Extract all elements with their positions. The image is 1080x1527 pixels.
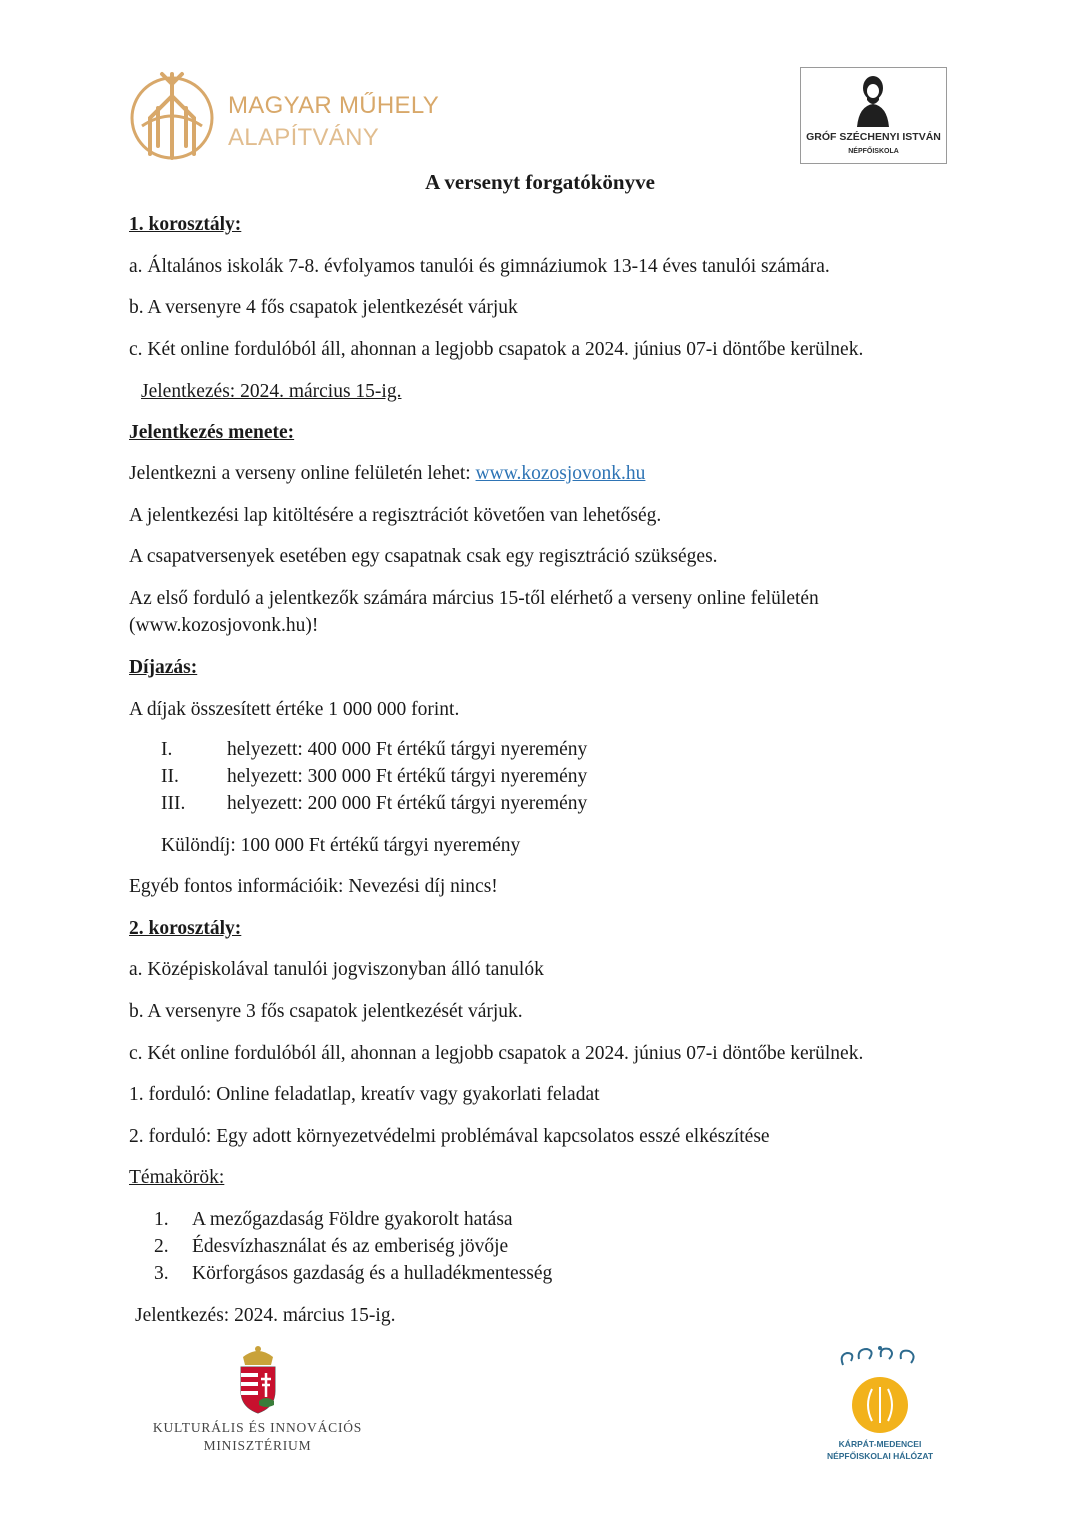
prize-item-number: II.: [161, 766, 179, 787]
magyar-muhely-subtitle: ALAPÍTVÁNY: [228, 124, 380, 151]
prizes-total: A díjak összesített értéke 1 000 000 forint.: [129, 699, 460, 720]
prize-item-number: I.: [161, 739, 173, 760]
prize-item: [161, 765, 587, 789]
magyar-muhely-logo: [128, 66, 448, 166]
registration-line1-text: Jelentkezni a verseny online felületén lehet:: [129, 463, 476, 484]
group2-deadline: Jelentkezés: 2024. március 15-ig.: [135, 1305, 396, 1326]
group1-item-b: b. A versenyre 4 fős csapatok jelentkezését várjuk: [129, 297, 518, 318]
prizes-heading: Díjazás:: [129, 657, 198, 678]
group2-item-a: a. Középiskolával tanulói jogviszonyban álló tanulók: [129, 959, 544, 980]
prize-item-text: helyezett: 400 000 Ft értékű tárgyi nyeremény: [227, 739, 588, 760]
karpat-subtitle: NÉPFŐISKOLAI HÁLÓZAT: [826, 1451, 934, 1461]
kim-subtitle: MINISZTÉRIUM: [203, 1438, 312, 1453]
registration-line4a: Az első forduló a jelentkezők számára március 15-től elérhető a verseny online felületén: [129, 588, 819, 609]
topic-item-text: Édesvízhasználat és az emberiség jövője: [192, 1236, 509, 1257]
group2-round1: 1. forduló: Online feladatlap, kreatív vagy gyakorlati feladat: [129, 1084, 600, 1105]
group2-round2: 2. forduló: Egy adott környezetvédelmi problémával kapcsolatos esszé elkészítése: [129, 1126, 770, 1147]
registration-heading: Jelentkezés menete:: [129, 422, 295, 443]
topic-item-text: Körforgásos gazdaság és a hulladékmentesség: [192, 1263, 553, 1284]
kim-logo: [150, 1345, 365, 1460]
group1-deadline: Jelentkezés: 2024. március 15-ig.: [141, 381, 402, 402]
szechenyi-logo: [800, 67, 947, 164]
topic-item: [154, 1208, 513, 1232]
group2-item-c: c. Két online fordulóból áll, ahonnan a legjobb csapatok a 2024. június 07-i döntőbe kerülnek.: [129, 1043, 864, 1064]
szechenyi-name: GRÓF SZÉCHENYI ISTVÁN: [806, 131, 941, 143]
karpat-ornament-icon: [835, 1345, 925, 1375]
topic-item: [154, 1235, 508, 1259]
registration-line1: [129, 462, 645, 486]
prize-special: Különdíj: 100 000 Ft értékű tárgyi nyeremény: [161, 835, 521, 856]
website-link[interactable]: www.kozosjovonk.hu: [475, 463, 646, 484]
topic-item: [154, 1262, 552, 1286]
karpat-logo: [810, 1345, 950, 1465]
hungarian-coat-of-arms-icon: [235, 1345, 281, 1415]
prize-item: [161, 738, 587, 762]
topic-item-number: 1.: [154, 1209, 169, 1230]
group1-heading: 1. korosztály:: [129, 214, 242, 235]
registration-line2: A jelentkezési lap kitöltésére a regisztrációt követően van lehetőség.: [129, 505, 662, 526]
page-title: A versenyt forgatókönyve: [425, 170, 655, 194]
szechenyi-subtitle: NÉPFŐISKOLA: [848, 148, 899, 155]
prize-item-number: III.: [161, 793, 186, 814]
topic-item-number: 2.: [154, 1236, 169, 1257]
magyar-muhely-name: MAGYAR MŰHELY: [228, 92, 440, 119]
kim-name: KULTURÁLIS ÉS INNOVÁCIÓS: [152, 1420, 363, 1435]
topic-item-number: 3.: [154, 1263, 169, 1284]
group1-item-a: a. Általános iskolák 7-8. évfolyamos tanulói és gimnáziumok 13-14 éves tanulói számára.: [129, 256, 830, 277]
prize-item: [161, 792, 587, 816]
group2-item-b: b. A versenyre 3 fős csapatok jelentkezését várjuk.: [129, 1001, 523, 1022]
group1-item-c: c. Két online fordulóból áll, ahonnan a legjobb csapatok a 2024. június 07-i döntőbe kerülnek.: [129, 339, 864, 360]
registration-line3: A csapatversenyek esetében egy csapatnak csak egy regisztráció szükséges.: [129, 546, 718, 567]
prize-item-text: helyezett: 300 000 Ft értékű tárgyi nyeremény: [227, 766, 588, 787]
magyar-muhely-emblem-icon: [128, 66, 216, 166]
karpat-name: KÁRPÁT-MEDENCEI: [838, 1439, 922, 1449]
szechenyi-portrait-icon: [853, 72, 893, 127]
topics-heading: Témakörök:: [129, 1167, 225, 1188]
registration-line4b: (www.kozosjovonk.hu)!: [129, 615, 319, 636]
prize-item-text: helyezett: 200 000 Ft értékű tárgyi nyeremény: [227, 793, 588, 814]
prizes-other-info: Egyéb fontos információik: Nevezési díj nincs!: [129, 876, 498, 897]
karpat-sun-icon: [850, 1375, 910, 1435]
group2-heading: 2. korosztály:: [129, 918, 242, 939]
topic-item-text: A mezőgazdaság Földre gyakorolt hatása: [192, 1209, 513, 1230]
